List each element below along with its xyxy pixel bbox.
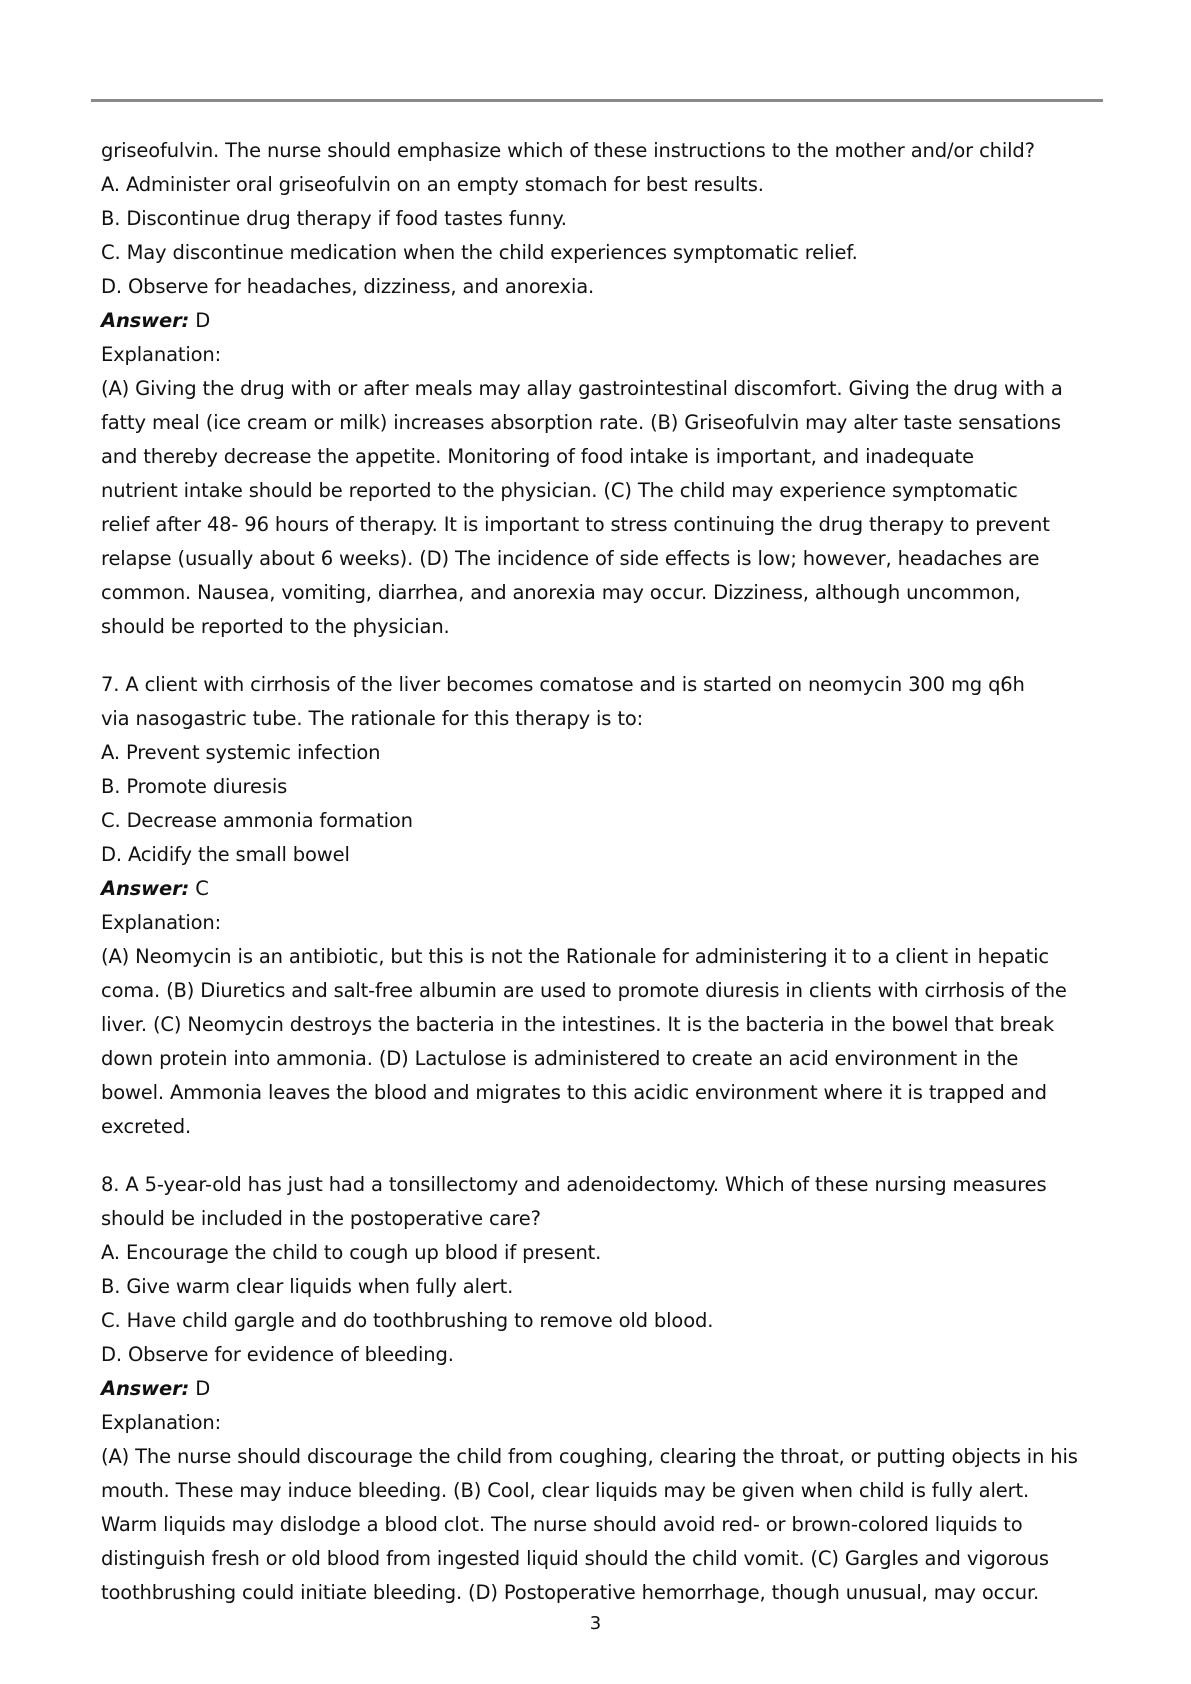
- page-number: 3: [589, 1613, 602, 1634]
- question-stem: 7. A client with cirrhosis of the liver becomes comatose and is started on neomycin 300 mg q6h: [101, 673, 1025, 696]
- header-rule: [91, 99, 1103, 102]
- paragraph-gap: [101, 1144, 1101, 1168]
- question-stem: 8. A 5-year-old has just had a tonsillectomy and adenoidectomy. Which of these nursing measures: [101, 1173, 1047, 1196]
- option-d: D. Observe for headaches, dizziness, and anorexia.: [101, 275, 595, 298]
- explanation-line: relapse (usually about 6 weeks). (D) The incidence of side effects is low; however, headaches are: [101, 547, 1040, 570]
- explanation-line: common. Nausea, vomiting, diarrhea, and anorexia may occur. Dizziness, although uncommon,: [101, 581, 1021, 604]
- answer-label: Answer:: [101, 1377, 190, 1400]
- question-8: [101, 1168, 1101, 1610]
- explanation-line: mouth. These may induce bleeding. (B) Cool, clear liquids may be given when child is fully alert.: [101, 1479, 1030, 1502]
- explanation-line: bowel. Ammonia leaves the blood and migrates to this acidic environment where it is trapped and: [101, 1081, 1047, 1104]
- explanation-line: distinguish fresh or old blood from ingested liquid should the child vomit. (C) Gargles and vigorous: [101, 1547, 1049, 1570]
- answer-label: Answer:: [101, 877, 190, 900]
- option-a: A. Encourage the child to cough up blood if present.: [101, 1241, 602, 1264]
- explanation-line: (A) Giving the drug with or after meals may allay gastrointestinal discomfort. Giving the drug with a: [101, 377, 1063, 400]
- option-b: B. Discontinue drug therapy if food tastes funny.: [101, 207, 567, 230]
- explanation-label: Explanation:: [101, 343, 222, 366]
- explanation-line: liver. (C) Neomycin destroys the bacteria in the intestines. It is the bacteria in the bowel that break: [101, 1013, 1055, 1036]
- explanation-line: and thereby decrease the appetite. Monitoring of food intake is important, and inadequate: [101, 445, 974, 468]
- question-7: [101, 668, 1101, 1144]
- explanation-line: (A) Neomycin is an antibiotic, but this is not the Rationale for administering it to a client in hepatic: [101, 945, 1050, 968]
- option-b: B. Promote diuresis: [101, 775, 288, 798]
- page-content: [101, 134, 1101, 1610]
- explanation-line: nutrient intake should be reported to the physician. (C) The child may experience symptomatic: [101, 479, 1018, 502]
- explanation-line: coma. (B) Diuretics and salt-free albumin are used to promote diuresis in clients with cirrhosis of the: [101, 979, 1067, 1002]
- option-c: C. May discontinue medication when the child experiences symptomatic relief.: [101, 241, 858, 264]
- option-a: A. Prevent systemic infection: [101, 741, 381, 764]
- answer-line: [101, 1372, 1101, 1406]
- question-stem: should be included in the postoperative care?: [101, 1207, 541, 1230]
- explanation-line: fatty meal (ice cream or milk) increases absorption rate. (B) Griseofulvin may alter taste sensations: [101, 411, 1061, 434]
- explanation-line: down protein into ammonia. (D) Lactulose is administered to create an acid environment in the: [101, 1047, 1019, 1070]
- explanation-line: should be reported to the physician.: [101, 615, 450, 638]
- question-continued: [101, 134, 1101, 644]
- option-c: C. Have child gargle and do toothbrushing to remove old blood.: [101, 1309, 714, 1332]
- paragraph-gap: [101, 644, 1101, 668]
- answer-value: D: [189, 309, 211, 332]
- option-d: D. Acidify the small bowel: [101, 843, 350, 866]
- answer-value: C: [189, 877, 209, 900]
- explanation-label: Explanation:: [101, 1411, 222, 1434]
- explanation-line: (A) The nurse should discourage the child from coughing, clearing the throat, or putting objects in his: [101, 1445, 1078, 1468]
- question-stem: griseofulvin. The nurse should emphasize which of these instructions to the mother and/or child?: [101, 139, 1035, 162]
- answer-line: [101, 872, 1101, 906]
- explanation-line: excreted.: [101, 1115, 192, 1138]
- answer-label: Answer:: [101, 309, 190, 332]
- option-b: B. Give warm clear liquids when fully alert.: [101, 1275, 514, 1298]
- question-stem: via nasogastric tube. The rationale for this therapy is to:: [101, 707, 644, 730]
- explanation-line: Warm liquids may dislodge a blood clot. The nurse should avoid red- or brown-colored liquids to: [101, 1513, 1023, 1536]
- answer-value: D: [189, 1377, 211, 1400]
- explanation-line: relief after 48- 96 hours of therapy. It is important to stress continuing the drug therapy to prevent: [101, 513, 1050, 536]
- answer-line: [101, 304, 1101, 338]
- explanation-line: toothbrushing could initiate bleeding. (D) Postoperative hemorrhage, though unusual, may occur.: [101, 1581, 1040, 1604]
- option-c: C. Decrease ammonia formation: [101, 809, 413, 832]
- explanation-label: Explanation:: [101, 911, 222, 934]
- option-d: D. Observe for evidence of bleeding.: [101, 1343, 454, 1366]
- option-a: A. Administer oral griseofulvin on an empty stomach for best results.: [101, 173, 764, 196]
